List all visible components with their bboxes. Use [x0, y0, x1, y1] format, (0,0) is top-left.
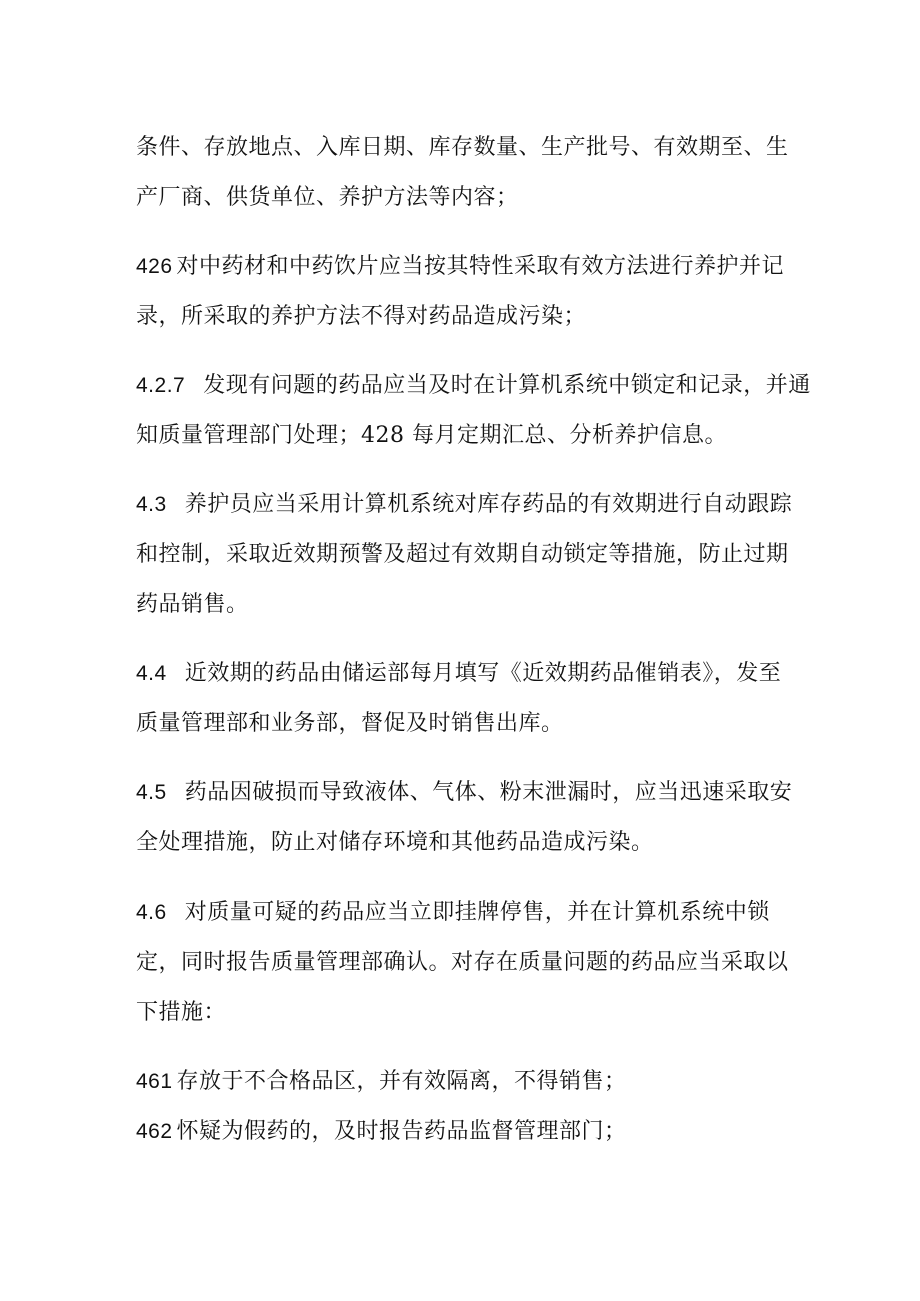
line-text: 录，所采取的养护方法不得对药品造成污染；: [136, 304, 587, 329]
line-text: 对中药材和中药饮片应当按其特性采取有效方法进行养护并记: [176, 254, 785, 279]
line-text: 发现有问题的药品应当及时在计算机系统中锁定和记录，并通: [203, 373, 811, 398]
text-line: [136, 590, 249, 620]
line-text: 产厂商、供货单位、养护方法等内容；: [136, 185, 519, 210]
clause-line: [136, 1067, 627, 1097]
text-line: [136, 948, 789, 978]
line-text: 存放于不合格品区，并有效隔离，不得销售；: [176, 1069, 627, 1094]
line-text: 定，同时报告质量管理部确认。对存在质量问题的药品应当采取以: [136, 950, 789, 975]
clause-number: 4.6: [136, 901, 167, 924]
line-text: 药品因破损而导致液体、气体、粉末泄漏时，应当迅速采取安: [184, 780, 793, 805]
line-text: 下措施：: [136, 1000, 227, 1025]
line-text: 养护员应当采用计算机系统对库存药品的有效期进行自动跟踪: [184, 492, 793, 517]
line-text: 药品销售。: [136, 592, 249, 617]
line-text: 条件、存放地点、入库日期、库存数量、生产批号、有效期至、生: [136, 135, 789, 160]
line-text: 近效期的药品由储运部每月填写《近效期药品催销表》，发至: [184, 661, 782, 686]
line-text: 全处理措施，防止对储存环境和其他药品造成污染。: [136, 830, 654, 855]
clause-line: [136, 659, 781, 689]
clause-number: 461: [136, 1070, 173, 1093]
clause-number: 4.5: [136, 781, 167, 804]
text-line: [136, 302, 586, 332]
text-line: [136, 421, 727, 451]
line-text: 知质量管理部门处理；428 每月定期汇总、分析养护信息。: [136, 423, 727, 448]
clause-line: [136, 252, 784, 282]
text-line: [136, 709, 564, 739]
text-line: [136, 828, 654, 858]
text-line: [136, 540, 789, 570]
clause-number: 4.4: [136, 662, 167, 685]
clause-line: [136, 778, 792, 808]
line-text: 和控制，采取近效期预警及超过有效期自动锁定等措施，防止过期: [136, 542, 789, 567]
clause-number: 426: [136, 255, 173, 278]
line-text: 质量管理部和业务部，督促及时销售出库。: [136, 711, 564, 736]
clause-number: 4.2.7: [136, 374, 186, 397]
line-text: 对质量可疑的药品应当立即挂牌停售，并在计算机系统中锁: [184, 900, 770, 925]
text-line: [136, 998, 226, 1028]
text-line: [136, 133, 789, 163]
text-line: [136, 183, 519, 213]
clause-number: 462: [136, 1120, 173, 1143]
clause-line: [136, 371, 811, 401]
clause-line: [136, 490, 792, 520]
line-text: 怀疑为假药的，及时报告药品监督管理部门；: [176, 1119, 627, 1144]
clause-line: [136, 1117, 627, 1147]
clause-line: [136, 898, 770, 928]
clause-number: 4.3: [136, 493, 167, 516]
